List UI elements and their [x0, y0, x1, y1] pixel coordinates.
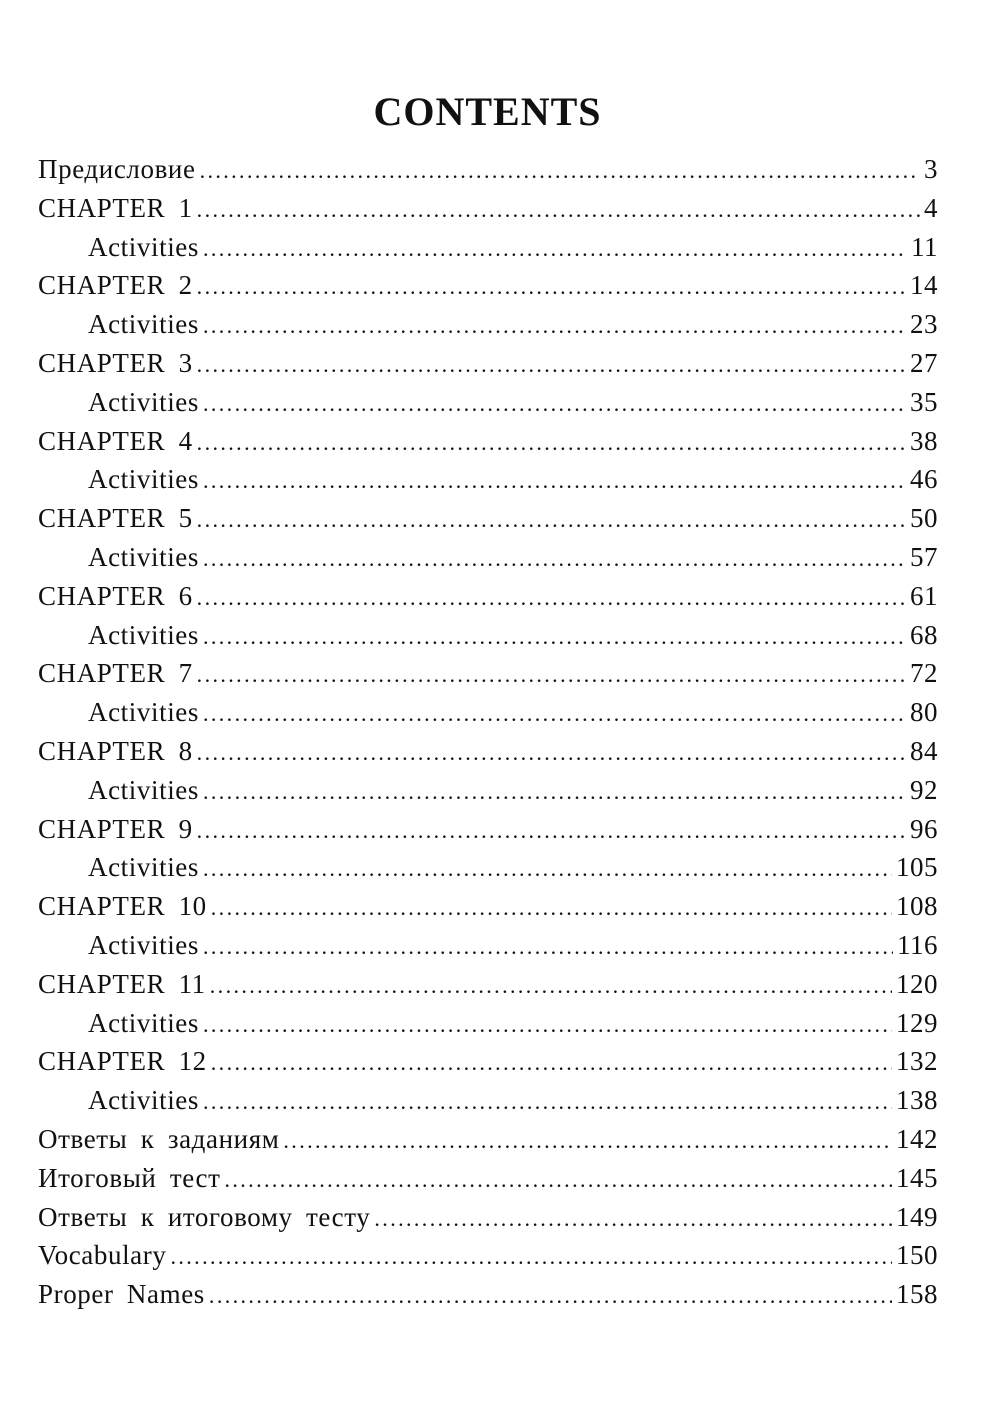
toc-entry-label: Activities: [88, 929, 199, 960]
toc-entry: [38, 965, 938, 1004]
dot-leader: [197, 812, 906, 851]
toc-page-number: 96: [910, 813, 938, 844]
toc-subentry: [38, 1004, 938, 1043]
toc-subentry: [38, 383, 938, 422]
toc-entry-label: CHAPTER 12: [38, 1046, 207, 1077]
dot-leader: [209, 1277, 892, 1316]
dot-leader: [197, 734, 906, 773]
toc-page-number: 23: [910, 309, 938, 340]
toc-entry-label: Activities: [88, 1085, 199, 1116]
dot-leader: [203, 1083, 892, 1122]
toc-entry: [38, 654, 938, 693]
dot-leader: [197, 346, 906, 385]
toc-page-number: 68: [910, 619, 938, 650]
toc-page-number: 4: [924, 192, 938, 223]
toc-entry-label: CHAPTER 1: [38, 192, 193, 223]
dot-leader: [203, 618, 906, 657]
toc-entry-label: CHAPTER 9: [38, 813, 193, 844]
toc-entry-label: CHAPTER 8: [38, 735, 193, 766]
toc-page-number: 92: [910, 774, 938, 805]
dot-leader: [203, 540, 906, 579]
toc-entry-label: CHAPTER 11: [38, 968, 206, 999]
toc-entry-label: Activities: [88, 619, 199, 650]
toc-page-number: 72: [910, 658, 938, 689]
toc-entry-label: CHAPTER 6: [38, 580, 193, 611]
dot-leader: [200, 152, 920, 191]
toc-entry-label: Ответы к итоговому тесту: [38, 1201, 371, 1232]
dot-leader: [211, 889, 892, 928]
toc-entry-label: Vocabulary: [38, 1240, 167, 1271]
dot-leader: [197, 424, 906, 463]
toc-subentry: [38, 926, 938, 965]
toc-page-number: 145: [896, 1162, 938, 1193]
toc-entry: [38, 732, 938, 771]
toc-entry-label: Activities: [88, 309, 199, 340]
toc-subentry: [38, 771, 938, 810]
dot-leader: [203, 1006, 892, 1045]
toc-page-number: 129: [896, 1007, 938, 1038]
toc-entry: [38, 1198, 938, 1237]
toc-entry-label: Activities: [88, 541, 199, 572]
table-of-contents: [38, 150, 938, 1314]
toc-page-number: 46: [910, 464, 938, 495]
toc-entry: [38, 189, 938, 228]
dot-leader: [197, 656, 906, 695]
toc-entry-label: CHAPTER 7: [38, 658, 193, 689]
toc-page-number: 27: [910, 347, 938, 378]
toc-entry-label: Activities: [88, 774, 199, 805]
toc-subentry: [38, 228, 938, 267]
dot-leader: [283, 1122, 892, 1161]
toc-entry: [38, 499, 938, 538]
toc-page-number: 158: [896, 1279, 938, 1310]
dot-leader: [203, 307, 906, 346]
toc-page-number: 3: [924, 154, 938, 184]
toc-entry: [38, 1042, 938, 1081]
toc-entry-label: Activities: [88, 1007, 199, 1038]
toc-entry: [38, 1120, 938, 1159]
toc-entry: [38, 887, 938, 926]
toc-entry: [38, 1275, 938, 1314]
dot-leader: [197, 579, 906, 618]
dot-leader: [203, 385, 906, 424]
toc-entry-label: Activities: [88, 464, 199, 495]
toc-page-number: 150: [896, 1240, 938, 1271]
toc-entry-label: Activities: [88, 231, 199, 262]
dot-leader: [203, 928, 893, 967]
toc-page-number: 14: [910, 270, 938, 301]
toc-entry-label: Итоговый тест: [38, 1162, 221, 1193]
toc-entry-label: CHAPTER 10: [38, 891, 207, 922]
dot-leader: [203, 773, 906, 812]
toc-subentry: [38, 305, 938, 344]
toc-subentry: [38, 460, 938, 499]
dot-leader: [203, 850, 892, 889]
toc-entry: [38, 810, 938, 849]
dot-leader: [203, 230, 907, 269]
toc-page-number: 84: [910, 735, 938, 766]
toc-entry: [38, 1236, 938, 1275]
toc-entry-label: Activities: [88, 386, 199, 417]
toc-entry: [38, 344, 938, 383]
toc-subentry: [38, 693, 938, 732]
toc-entry-label: Activities: [88, 697, 199, 728]
toc-entry-label: CHAPTER 5: [38, 503, 193, 534]
toc-entry-label: CHAPTER 3: [38, 347, 193, 378]
dot-leader: [203, 462, 906, 501]
toc-page-number: 108: [896, 891, 938, 922]
toc-entry-label: Предисловие: [38, 154, 196, 184]
toc-entry: [38, 266, 938, 305]
dot-leader: [211, 1044, 892, 1083]
toc-page-number: 35: [910, 386, 938, 417]
toc-subentry: [38, 538, 938, 577]
dot-leader: [224, 1161, 892, 1200]
toc-page-number: 132: [896, 1046, 938, 1077]
toc-page-number: 105: [896, 852, 938, 883]
toc-entry: [38, 422, 938, 461]
toc-entry: [38, 577, 938, 616]
toc-entry: [38, 1159, 938, 1198]
toc-entry-label: CHAPTER 4: [38, 425, 193, 456]
dot-leader: [197, 268, 906, 307]
toc-page-number: 11: [911, 231, 938, 262]
toc-entry-label: Proper Names: [38, 1279, 205, 1310]
toc-page-number: 38: [910, 425, 938, 456]
page-title: CONTENTS: [373, 89, 602, 134]
toc-page-number: 149: [896, 1201, 938, 1232]
toc-page-number: 80: [910, 697, 938, 728]
toc-subentry: [38, 616, 938, 655]
toc-page-number: 57: [910, 541, 938, 572]
dot-leader: [170, 1238, 892, 1277]
dot-leader: [203, 695, 906, 734]
toc-page-number: 142: [896, 1123, 938, 1154]
dot-leader: [197, 191, 920, 230]
toc-page-number: 138: [896, 1085, 938, 1116]
toc-subentry: [38, 1081, 938, 1120]
toc-page-number: 61: [910, 580, 938, 611]
dot-leader: [374, 1200, 892, 1239]
toc-subentry: [38, 848, 938, 887]
toc-entry: [38, 150, 938, 189]
toc-page-number: 120: [896, 968, 938, 999]
dot-leader: [197, 501, 906, 540]
toc-entry-label: CHAPTER 2: [38, 270, 193, 301]
toc-page-number: 116: [897, 929, 938, 960]
toc-entry-label: Activities: [88, 852, 199, 883]
toc-page-number: 50: [910, 503, 938, 534]
toc-entry-label: Ответы к заданиям: [38, 1123, 280, 1154]
dot-leader: [210, 967, 892, 1006]
